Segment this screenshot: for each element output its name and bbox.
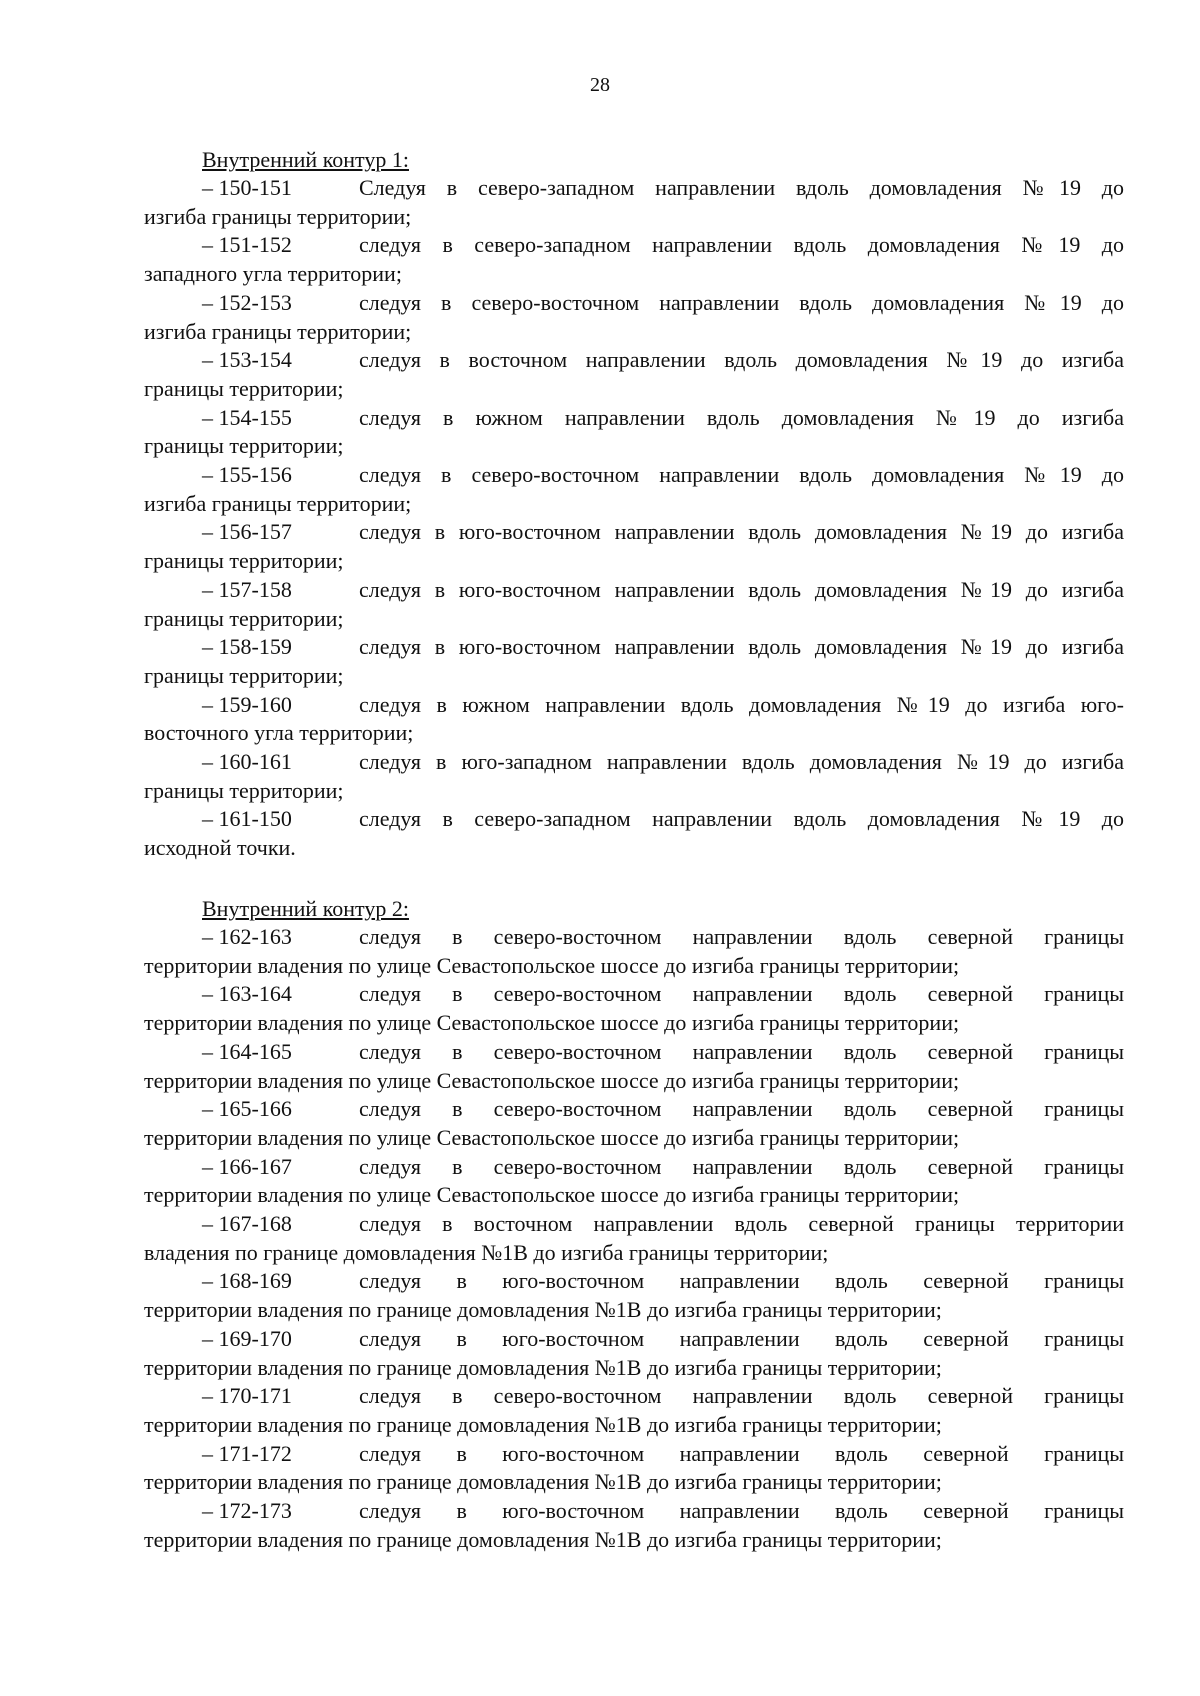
boundary-segment-entry	[144, 461, 1124, 518]
entry-first-line	[144, 346, 1124, 375]
segment-description-line1: следуя в северо-восточном направлении вдоль домовладения №19 до	[359, 289, 1124, 315]
segment-description-line2: территории владения по улице Севастопольское шоссе до изгиба границы территории;	[144, 1124, 960, 1150]
entry-first-line	[144, 576, 1124, 605]
boundary-segment-entry	[144, 1038, 1124, 1095]
entry-first-line	[144, 1153, 1124, 1182]
segment-code: – 168-169	[202, 1268, 292, 1294]
segment-description-line2: изгиба границы территории;	[144, 203, 412, 229]
segment-code: – 153-154	[202, 347, 292, 373]
segment-description-line2: территории владения по границе домовладения №1В до изгиба границы территории;	[144, 1469, 942, 1495]
entry-list	[144, 923, 1124, 1554]
segment-code: – 166-167	[202, 1153, 292, 1179]
segment-description-line2: границы территории;	[144, 375, 344, 401]
segment-description-line2: границы территории;	[144, 433, 344, 459]
segment-description-line1: следуя в юго-западном направлении вдоль домовладения №19 до изгиба	[359, 749, 1124, 775]
segment-description-line2: западного угла территории;	[144, 261, 402, 287]
segment-description-line1: следуя в восточном направлении вдоль домовладения №19 до изгиба	[359, 347, 1124, 373]
entry-list	[144, 174, 1124, 863]
segment-code: – 156-157	[202, 519, 292, 545]
boundary-segment-entry	[144, 346, 1124, 403]
segment-description-line1: следуя в северо-западном направлении вдоль домовладения №19 до	[359, 806, 1124, 832]
entry-first-line	[144, 805, 1124, 834]
segment-code: – 170-171	[202, 1383, 292, 1409]
entry-first-line	[144, 1267, 1124, 1296]
segment-description-line1: следуя в северо-восточном направлении вдоль северной границы	[359, 1038, 1124, 1064]
segment-code: – 172-173	[202, 1498, 292, 1524]
segment-description-line2: исходной точки.	[144, 835, 296, 861]
boundary-segment-entry	[144, 633, 1124, 690]
entry-first-line	[144, 1497, 1124, 1526]
segment-code: – 159-160	[202, 691, 292, 717]
boundary-segment-entry	[144, 923, 1124, 980]
segment-description-line1: следуя в юго-восточном направлении вдоль северной границы	[359, 1325, 1124, 1351]
segment-description-line2: территории владения по границе домовладения №1В до изгиба границы территории;	[144, 1297, 942, 1323]
boundary-segment-entry	[144, 1267, 1124, 1324]
entry-first-line	[144, 1382, 1124, 1411]
entry-first-line	[144, 923, 1124, 952]
segment-code: – 160-161	[202, 749, 292, 775]
boundary-segment-entry	[144, 231, 1124, 288]
segment-code: – 169-170	[202, 1325, 292, 1351]
segment-description-line2: владения по границе домовладения №1В до изгиба границы территории;	[144, 1239, 829, 1265]
section-heading: Внутренний контур 2:	[202, 896, 409, 921]
segment-code: – 162-163	[202, 924, 292, 949]
segment-description-line1: следуя в юго-восточном направлении вдоль северной границы	[359, 1440, 1124, 1466]
segment-description-line1: следуя в южном направлении вдоль домовладения №19 до изгиба	[359, 404, 1124, 430]
segment-description-line1: следуя в северо-восточном направлении вдоль северной границы	[359, 924, 1124, 949]
segment-description-line2: территории владения по улице Севастопольское шоссе до изгиба границы территории;	[144, 1182, 960, 1208]
entry-first-line	[144, 1095, 1124, 1124]
entry-first-line	[144, 174, 1124, 203]
segment-description-line2: границы территории;	[144, 662, 344, 688]
entry-first-line	[144, 404, 1124, 433]
boundary-segment-entry	[144, 518, 1124, 575]
segment-code: – 151-152	[202, 232, 292, 258]
boundary-segment-entry	[144, 576, 1124, 633]
segment-code: – 163-164	[202, 981, 292, 1007]
segment-code: – 165-166	[202, 1096, 292, 1122]
boundary-segment-entry	[144, 1382, 1124, 1439]
entry-first-line	[144, 289, 1124, 318]
boundary-segment-entry	[144, 1095, 1124, 1152]
segment-description-line1: Следуя в северо-западном направлении вдоль домовладения №19 до	[359, 175, 1124, 200]
segment-code: – 161-150	[202, 806, 292, 832]
segment-code: – 155-156	[202, 462, 292, 488]
boundary-segment-entry	[144, 289, 1124, 346]
boundary-segment-entry	[144, 748, 1124, 805]
segment-description-line2: изгиба границы территории;	[144, 318, 412, 344]
entry-first-line	[144, 1210, 1124, 1239]
segment-description-line1: следуя в юго-восточном направлении вдоль северной границы	[359, 1268, 1124, 1294]
segment-description-line1: следуя в юго-восточном направлении вдоль северной границы	[359, 1498, 1124, 1524]
boundary-segment-entry	[144, 980, 1124, 1037]
segment-description-line2: территории владения по улице Севастопольское шоссе до изгиба границы территории;	[144, 1067, 960, 1093]
section-heading: Внутренний контур 1:	[202, 147, 409, 172]
segment-description-line1: следуя в юго-восточном направлении вдоль домовладения №19 до изгиба	[359, 576, 1124, 602]
boundary-segment-entry	[144, 1497, 1124, 1554]
boundary-segment-entry	[144, 174, 1124, 231]
segment-description-line1: следуя в северо-восточном направлении вдоль северной границы	[359, 1383, 1124, 1409]
segment-description-line2: территории владения по границе домовладения №1В до изгиба границы территории;	[144, 1526, 942, 1552]
segment-description-line2: территории владения по улице Севастопольское шоссе до изгиба границы территории;	[144, 952, 960, 978]
entry-first-line	[144, 691, 1124, 720]
entry-first-line	[144, 461, 1124, 490]
segment-description-line1: следуя в юго-восточном направлении вдоль домовладения №19 до изгиба	[359, 519, 1124, 545]
segment-code: – 171-172	[202, 1440, 292, 1466]
boundary-segment-entry	[144, 805, 1124, 862]
segment-code: – 150-151	[202, 175, 292, 200]
section-inner-contour-1	[144, 145, 1124, 863]
boundary-segment-entry	[144, 1325, 1124, 1382]
entry-first-line	[144, 1038, 1124, 1067]
segment-code: – 158-159	[202, 634, 292, 660]
segment-description-line1: следуя в северо-западном направлении вдоль домовладения №19 до	[359, 232, 1124, 258]
boundary-segment-entry	[144, 691, 1124, 748]
segment-description-line2: территории владения по границе домовладения №1В до изгиба границы территории;	[144, 1354, 942, 1380]
page-number: 28	[590, 74, 610, 96]
segment-description-line2: территории владения по границе домовладения №1В до изгиба границы территории;	[144, 1411, 942, 1437]
entry-first-line	[144, 231, 1124, 260]
boundary-segment-entry	[144, 404, 1124, 461]
segment-description-line1: следуя в юго-восточном направлении вдоль домовладения №19 до изгиба	[359, 634, 1124, 660]
segment-description-line1: следуя в северо-восточном направлении вдоль северной границы	[359, 1096, 1124, 1122]
segment-code: – 154-155	[202, 404, 292, 430]
section-inner-contour-2	[144, 894, 1124, 1554]
segment-description-line1: следуя в северо-восточном направлении вдоль северной границы	[359, 981, 1124, 1007]
segment-code: – 157-158	[202, 576, 292, 602]
segment-description-line2: границы территории;	[144, 777, 344, 803]
segment-description-line2: границы территории;	[144, 548, 344, 574]
entry-first-line	[144, 633, 1124, 662]
segment-description-line2: восточного угла территории;	[144, 720, 414, 746]
entry-first-line	[144, 980, 1124, 1009]
boundary-segment-entry	[144, 1440, 1124, 1497]
entry-first-line	[144, 518, 1124, 547]
segment-description-line2: территории владения по улице Севастопольское шоссе до изгиба границы территории;	[144, 1010, 960, 1036]
segment-description-line1: следуя в северо-восточном направлении вдоль северной границы	[359, 1153, 1124, 1179]
segment-description-line2: границы территории;	[144, 605, 344, 631]
boundary-segment-entry	[144, 1210, 1124, 1267]
segment-code: – 164-165	[202, 1038, 292, 1064]
entry-first-line	[144, 1440, 1124, 1469]
boundary-segment-entry	[144, 1153, 1124, 1210]
segment-code: – 152-153	[202, 289, 292, 315]
segment-code: – 167-168	[202, 1211, 292, 1237]
entry-first-line	[144, 1325, 1124, 1354]
segment-description-line1: следуя в южном направлении вдоль домовладения №19 до изгиба юго-	[359, 691, 1124, 717]
segment-description-line2: изгиба границы территории;	[144, 490, 412, 516]
segment-description-line1: следуя в восточном направлении вдоль северной границы территории	[359, 1211, 1124, 1237]
entry-first-line	[144, 748, 1124, 777]
segment-description-line1: следуя в северо-восточном направлении вдоль домовладения №19 до	[359, 462, 1124, 488]
